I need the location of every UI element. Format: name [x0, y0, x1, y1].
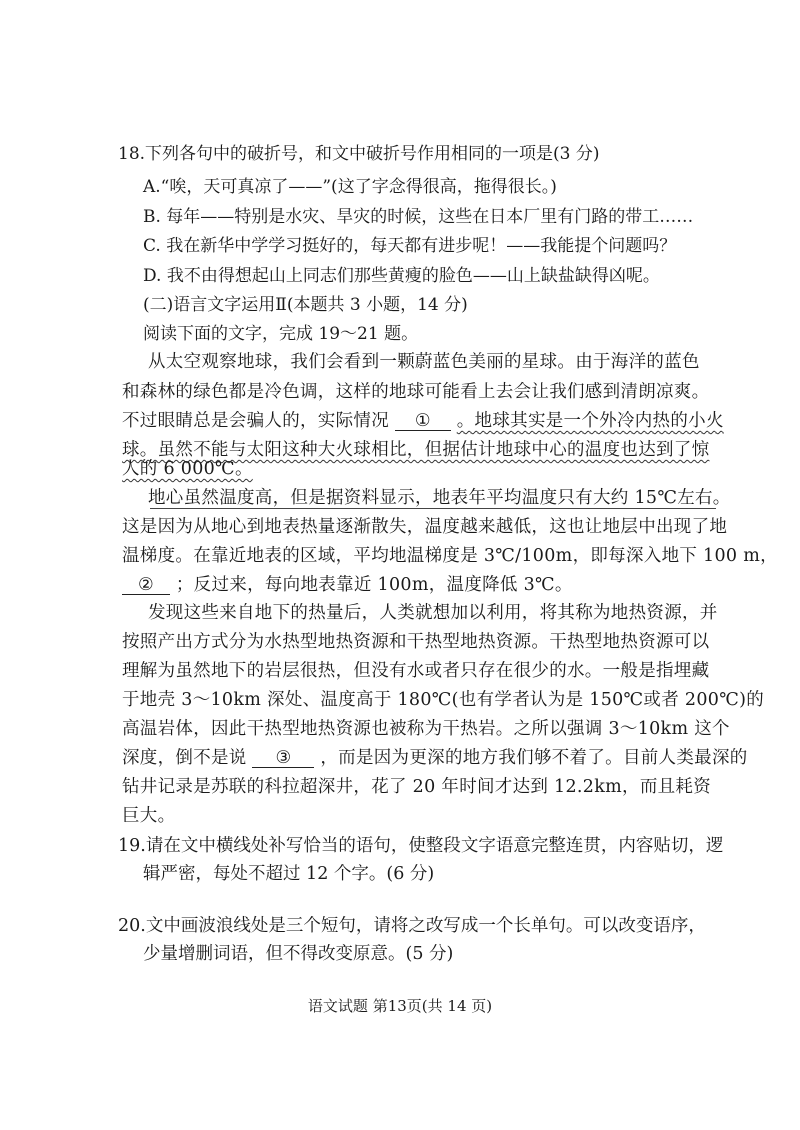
- q18-option-d: D. 我不由得想起山上同志们那些黄瘦的脸色——山上缺盐缺得凶呢。: [143, 266, 660, 286]
- page-footer: [0, 995, 800, 1016]
- wavy-sentence-2: 球。虽然不能与太阳这种大火球相比，但据估计地球中心的温度也达到了惊: [122, 440, 710, 460]
- footer-label: 语文试题: [307, 997, 368, 1015]
- passage-p1-line5: [122, 458, 253, 480]
- passage-p2-line2: 这是因为从地心到地表热量逐渐散失，温度越来越低，这也让地层中出现了地: [122, 517, 728, 537]
- passage-p3-line1: 发现这些来自地下的热量后，人类就想加以利用，将其称为地热资源，并: [148, 603, 718, 623]
- wavy-sentence-3: 人的 6 000℃。: [122, 459, 253, 479]
- passage-p1-line1: 从太空观察地球，我们会看到一颗蔚蓝色美丽的星球。由于海洋的蓝色: [148, 352, 700, 372]
- passage-p3-line6: [122, 747, 748, 769]
- blank-2: ②: [122, 576, 170, 595]
- q19-line1: 19.请在文中横线处补写恰当的语句，使整段文字语意完整连贯，内容贴切，逻: [118, 836, 724, 856]
- q18-option-a: A.“唉，天可真凉了——”(这了字念得很高，拖得很长。): [143, 177, 557, 197]
- q18-stem: 18.下列各句中的破折号，和文中破折号作用相同的一项是(3 分): [118, 144, 600, 164]
- passage-p3-line5: 高温岩体，因此干热型地热资源也被称为干热岩。之所以强调 3～10km 这个: [122, 719, 730, 739]
- wavy-sentence-1: 。地球其实是一个外冷内热的小火: [456, 411, 724, 431]
- passage-p3-line2: 按照产出方式分为水热型地热资源和干热型地热资源。干热型地热资源可以: [122, 632, 710, 652]
- handwritten-underline: [150, 508, 716, 509]
- section-title: (二)语言文字运用Ⅱ(本题共 3 小题，14 分): [143, 295, 468, 315]
- passage-p1-line2: 和森林的绿色都是冷色调，这样的地球可能看上去会让我们感到清朗凉爽。: [122, 382, 710, 402]
- passage-p3-line6-pre: 深度，倒不是说: [122, 748, 247, 768]
- passage-p3-line7: 钻井记录是苏联的科拉超深井，花了 20 年时间才达到 12.2km，而且耗资: [122, 777, 712, 797]
- passage-p1-line3: [122, 410, 724, 432]
- passage-p3-line8: 巨大。: [122, 806, 176, 826]
- q20-line2: 少量增删词语，但不得改变原意。(5 分): [143, 944, 454, 964]
- blank-3: ③: [252, 749, 314, 768]
- blank-1: ①: [395, 412, 451, 431]
- section-instruction: 阅读下面的文字，完成 19～21 题。: [143, 324, 419, 344]
- passage-p2-line4-post: ；反过来，每向地表靠近 100m，温度降低 3℃。: [175, 575, 573, 595]
- q19-line2: 辑严密，每处不超过 12 个字。(6 分): [143, 864, 435, 884]
- passage-p3-line3: 理解为虽然地下的岩层很热，但没有水或者只存在很少的水。一般是指埋藏: [122, 661, 710, 681]
- q18-option-b: B. 每年——特别是水灾、旱灾的时候，这些在日本厂里有门路的带工……: [143, 207, 694, 227]
- passage-p2-line1: 地心虽然温度高，但是据资料显示，地表年平均温度只有大约 15℃左右。: [148, 488, 731, 508]
- footer-page-number: 第13页(共 14 页): [372, 997, 493, 1015]
- passage-p1-line3-pre: 不过眼睛总是会骗人的，实际情况: [122, 411, 389, 431]
- passage-p3-line6-post: ，而是因为更深的地方我们够不着了。目前人类最深的: [320, 748, 748, 768]
- q20-line1: 20.文中画波浪线处是三个短句，请将之改写成一个长单句。可以改变语序，: [118, 916, 706, 936]
- passage-p2-line4: [122, 574, 573, 596]
- passage-p3-line4: 于地壳 3～10km 深处、温度高于 180℃(也有学者认为是 150℃或者 200℃)的: [122, 690, 765, 710]
- q18-option-c: C. 我在新华中学学习挺好的，每天都有进步呢！——我能提个问题吗？: [143, 236, 677, 256]
- passage-p2-line3: 温梯度。在靠近地表的区域，平均地温梯度是 3℃/100m，即每深入地下 100 m，: [122, 546, 778, 566]
